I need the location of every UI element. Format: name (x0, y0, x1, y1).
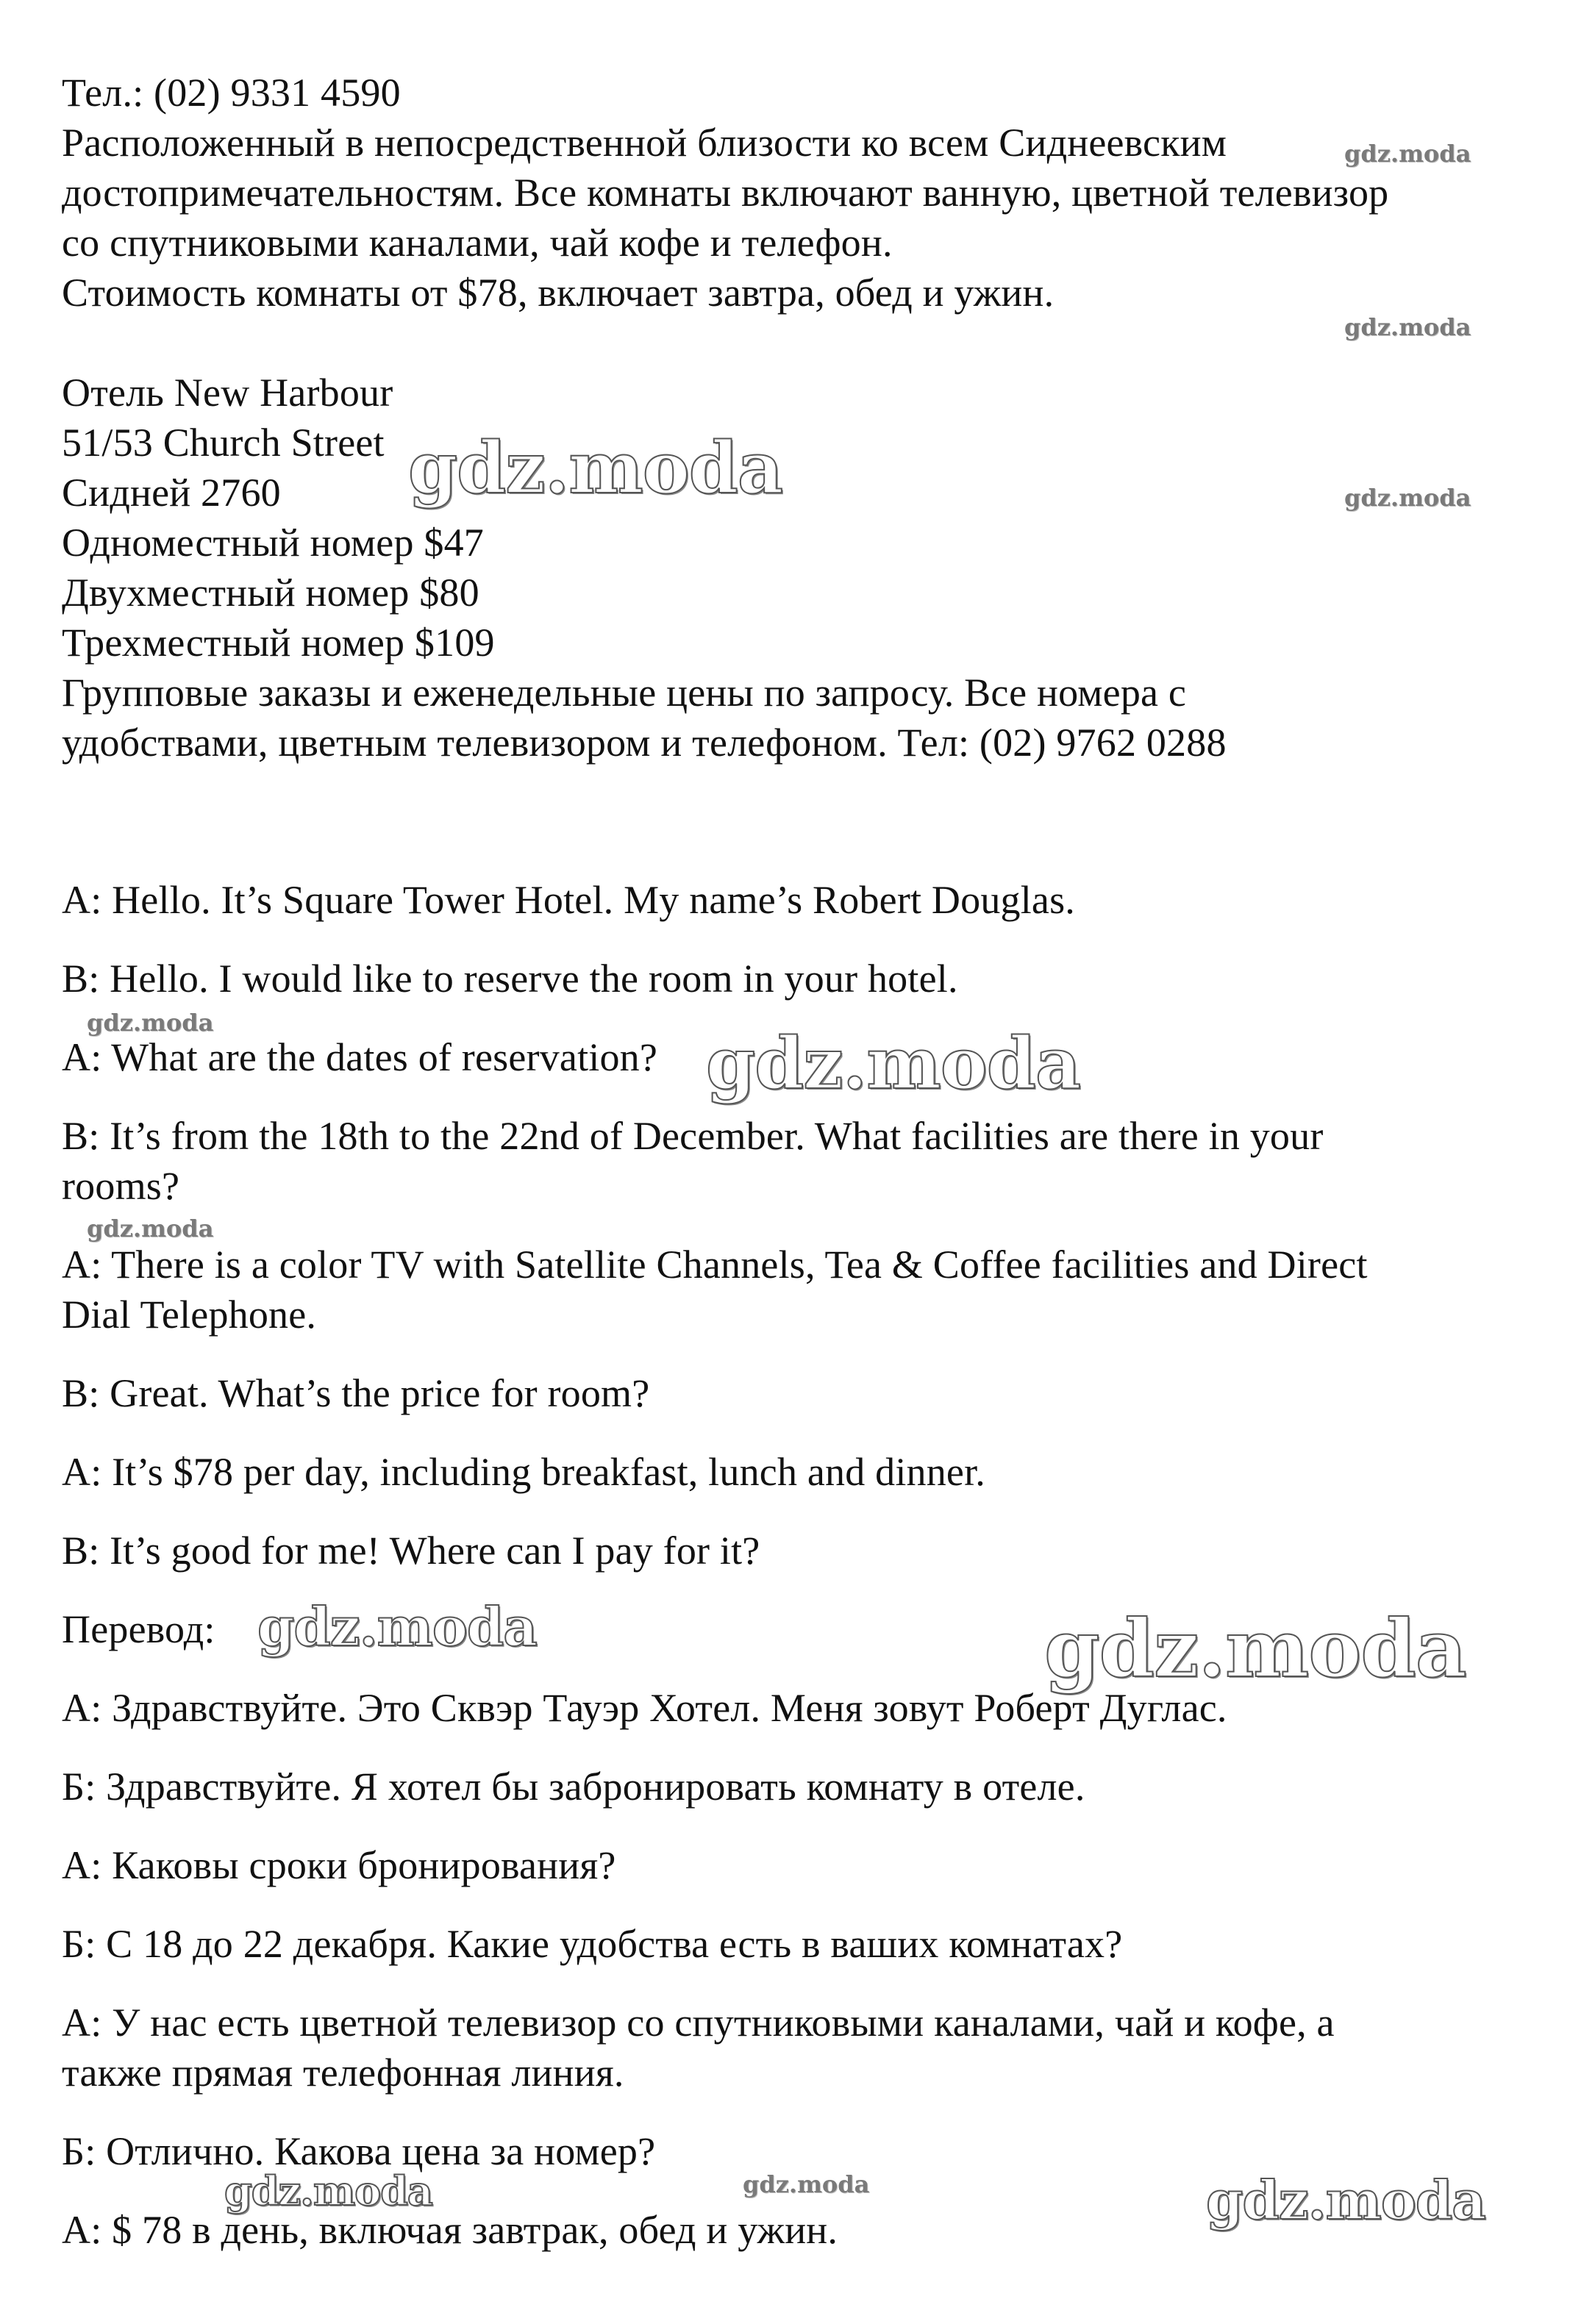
harbour-note-line-2: удобствами, цветным телевизором и телефоном. Тел: (02) 9762 0288 (62, 721, 1227, 765)
harbour-single-room: Одноместный номер $47 (62, 521, 484, 565)
watermark: gdz.moda (87, 1009, 214, 1037)
translation-line-2: Б: Здравствуйте. Я хотел бы забронировать комнату в отеле. (62, 1765, 1085, 1809)
translation-line-5a: А: У нас есть цветной телевизор со спутниковыми каналами, чай и кофе, а (62, 2001, 1335, 2045)
harbour-street: 51/53 Church Street (62, 421, 385, 465)
watermark: gdz.moda (408, 426, 783, 510)
dialogue-en-line-4a: B: It’s from the 18th to the 22nd of December. What facilities are there in your (62, 1114, 1324, 1158)
dialogue-en-line-8: B: It’s good for me! Where can I pay for it? (62, 1529, 760, 1573)
dialogue-en-line-3: A: What are the dates of reservation? (62, 1035, 658, 1079)
watermark: gdz.moda (1206, 2169, 1485, 2231)
watermark: gdz.moda (706, 1022, 1081, 1105)
dialogue-en-line-2: B: Hello. I would like to reserve the room in your hotel. (62, 957, 958, 1001)
dialogue-en-line-1: A: Hello. It’s Square Tower Hotel. My name’s Robert Douglas. (62, 878, 1076, 922)
translation-line-5b: также прямая телефонная линия. (62, 2051, 624, 2095)
translation-heading: Перевод: (62, 1607, 215, 1651)
harbour-city: Сидней 2760 (62, 471, 281, 515)
watermark: gdz.moda (1044, 1603, 1466, 1695)
translation-line-6: Б: Отлично. Какова цена за номер? (62, 2129, 656, 2173)
harbour-double-room: Двухместный номер $80 (62, 571, 479, 615)
translation-line-7: А: $ 78 в день, включая завтрак, обед и ужин. (62, 2208, 838, 2252)
hotel-description-line-2: достопримечательностям. Все комнаты включают ванную, цветной телевизор (62, 171, 1389, 215)
hotel-price-line: Стоимость комнаты от $78, включает завтра, обед и ужин. (62, 271, 1055, 315)
harbour-triple-room: Трехместный номер $109 (62, 621, 495, 665)
translation-line-3: А: Каковы сроки бронирования? (62, 1843, 616, 1887)
dialogue-en-line-5a: A: There is a color TV with Satellite Channels, Tea & Coffee facilities and Direct (62, 1243, 1368, 1287)
watermark: gdz.moda (257, 1595, 537, 1658)
dialogue-en-line-6: B: Great. What’s the price for room? (62, 1371, 650, 1415)
dialogue-en-line-7: A: It’s $78 per day, including breakfast, lunch and dinner. (62, 1450, 985, 1494)
harbour-note-line-1: Групповые заказы и еженедельные цены по запросу. Все номера с (62, 671, 1187, 715)
watermark: gdz.moda (743, 2170, 870, 2198)
hotel-description-line-1: Расположенный в непосредственной близости ко всем Сиднеевским (62, 121, 1227, 165)
watermark: gdz.moda (224, 2167, 432, 2214)
hotel-phone: Тел.: (02) 9331 4590 (62, 71, 401, 115)
translation-line-4: Б: С 18 до 22 декабря. Какие удобства есть в ваших комнатах? (62, 1922, 1123, 1966)
watermark: gdz.moda (1344, 140, 1471, 168)
watermark: gdz.moda (87, 1215, 214, 1243)
dialogue-en-line-4b: rooms? (62, 1164, 180, 1208)
watermark: gdz.moda (1344, 313, 1471, 341)
dialogue-en-line-5b: Dial Telephone. (62, 1292, 317, 1337)
harbour-hotel-name: Отель New Harbour (62, 371, 393, 415)
translation-line-1: А: Здравствуйте. Это Сквэр Тауэр Хотел. Меня зовут Роберт Дуглас. (62, 1686, 1227, 1730)
watermark: gdz.moda (1344, 484, 1471, 512)
hotel-description-line-3: со спутниковыми каналами, чай кофе и телефон. (62, 221, 893, 265)
